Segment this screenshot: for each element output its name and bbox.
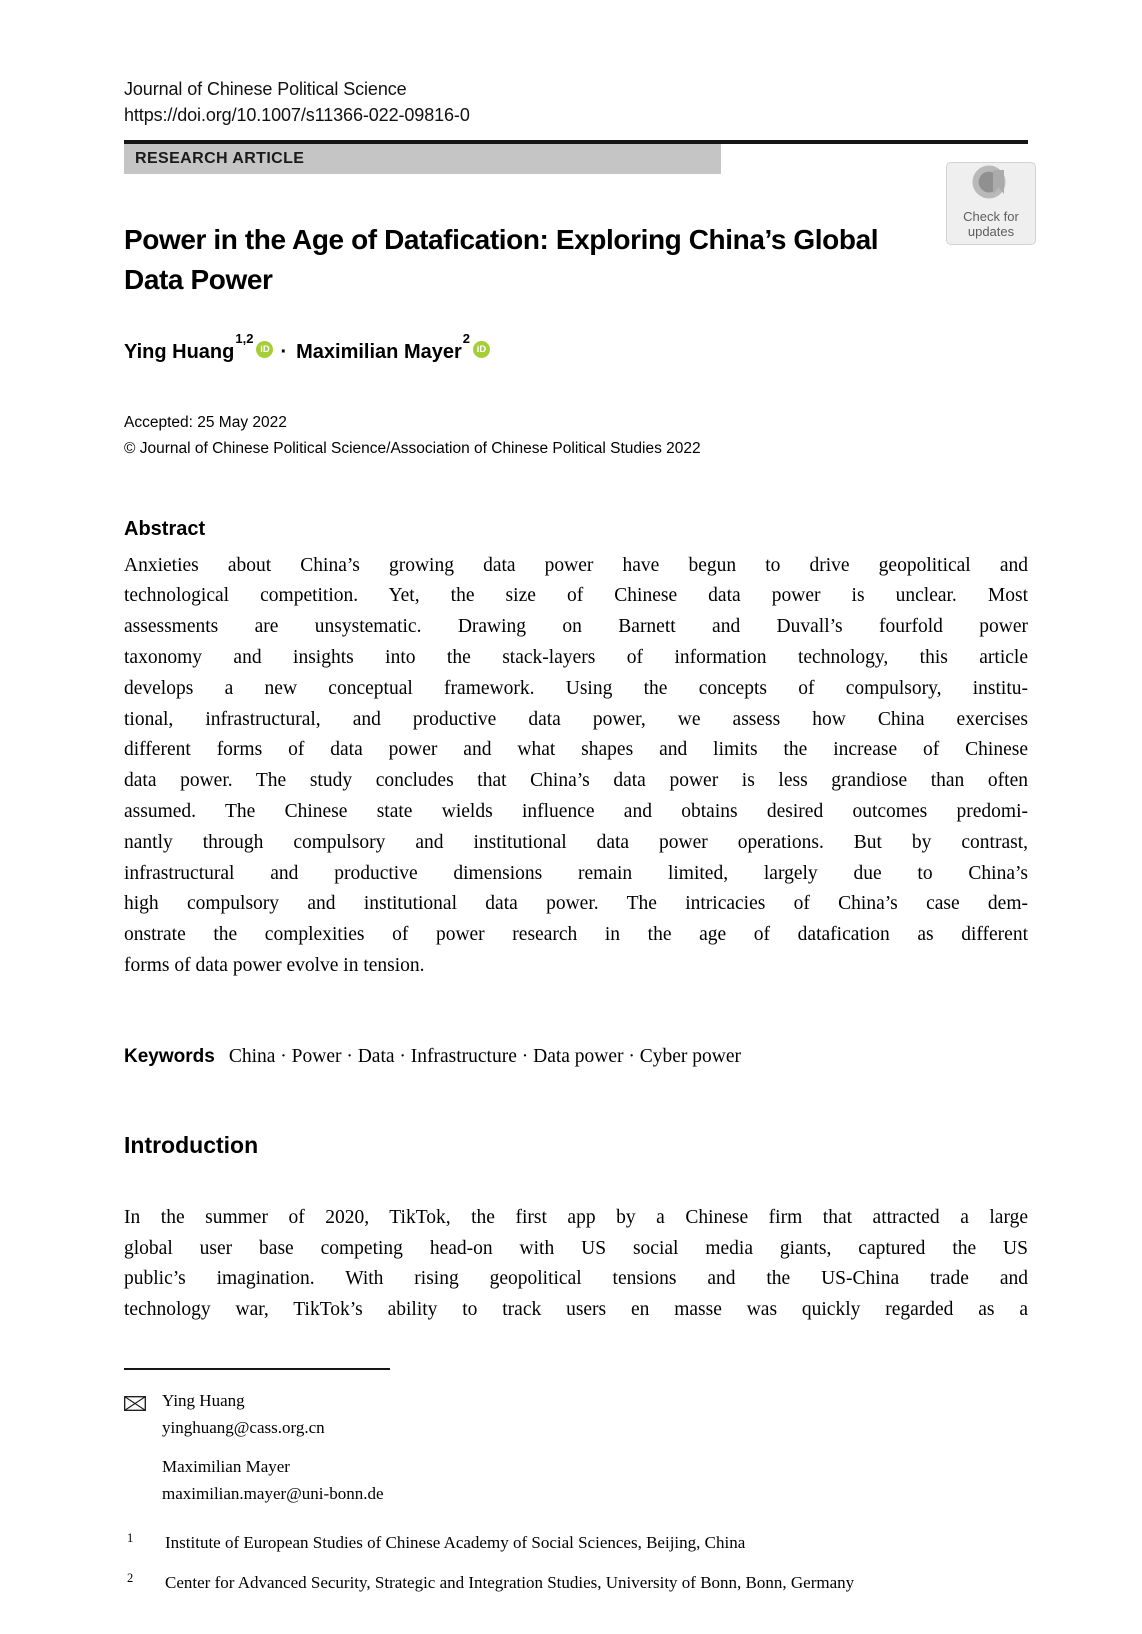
introduction-text [124, 1203, 1028, 1326]
research-article-banner: RESEARCH ARTICLE [124, 144, 721, 174]
correspondence-name: Maximilian Mayer [162, 1457, 290, 1476]
orcid-icon[interactable]: iD [256, 341, 273, 358]
affiliation-number: 2 [127, 1571, 134, 1585]
abstract-line: develops a new conceptual framework. Using the concepts of compulsory, institu- [124, 677, 1028, 699]
introduction-line: global user base competing head-on with US social media giants, captured the US [124, 1237, 1028, 1259]
author-name: Maximilian Mayer [296, 340, 462, 363]
author [273, 331, 490, 363]
affiliation-entry [124, 1569, 1028, 1596]
abstract-line: different forms of data power and what shapes and limits the increase of Chinese [124, 739, 1028, 761]
abstract-line: technological competition. Yet, the size of Chinese data power is unclear. Most [124, 585, 1028, 607]
envelope-icon [124, 1387, 162, 1441]
abstract-line: onstrate the complexities of power research in the age of datafication as different [124, 924, 1028, 946]
orcid-icon[interactable]: iD [473, 341, 490, 358]
affiliation-text: Institute of European Studies of Chinese Academy of Social Sciences, Beijing, China [165, 1533, 746, 1552]
abstract-line: forms of data power evolve in tension. [124, 955, 425, 977]
correspondence-entry [124, 1453, 1028, 1507]
keywords [124, 1046, 1028, 1068]
abstract-line: data power. The study concludes that China’s data power is less grandiose than often [124, 770, 1028, 792]
accepted-date: Accepted: 25 May 2022 [124, 413, 287, 431]
copyright-line: © Journal of Chinese Political Science/Association of Chinese Political Studies 2022 [124, 439, 701, 457]
affiliation-text: Center for Advanced Security, Strategic and Integration Studies, University of Bonn, Bonn, Germany [165, 1573, 855, 1592]
abstract-line: high compulsory and institutional data power. The intricacies of China’s case dem- [124, 893, 1028, 915]
introduction-heading: Introduction [124, 1131, 259, 1158]
journal-name: Journal of Chinese Political Science [124, 79, 407, 99]
abstract-line: taxonomy and insights into the stack-layers of information technology, this article [124, 647, 1028, 669]
abstract-line: infrastructural and productive dimensions remain limited, largely due to China’s [124, 862, 1028, 884]
keywords-value: China · Power · Data · Infrastructure · Data power · Cyber power [228, 1045, 742, 1067]
author-affiliation-sup: 1,2 [235, 331, 254, 346]
introduction-line: technology war, TikTok’s ability to track users en masse was quickly regarded as a [124, 1299, 1028, 1321]
correspondence-name: Ying Huang [162, 1391, 245, 1410]
abstract-heading: Abstract [124, 517, 206, 540]
abstract-line: tional, infrastructural, and productive data power, we assess how China exercises [124, 708, 1028, 730]
introduction-line: In the summer of 2020, TikTok, the first app by a Chinese firm that attracted a large [124, 1206, 1028, 1228]
abstract-text [124, 551, 1028, 982]
abstract-line: assessments are unsystematic. Drawing on Barnett and Duvall’s fourfold power [124, 616, 1028, 638]
check-badge-label: Check for updates [963, 209, 1019, 239]
affiliation-entry [124, 1529, 1028, 1556]
author-byline [124, 331, 1028, 364]
affiliation-number: 1 [127, 1531, 134, 1545]
paper-title: Power in the Age of Datafication: Exploring China’s Global Data Power [124, 224, 879, 295]
correspondence-email[interactable]: yinghuang@cass.org.cn [162, 1418, 325, 1437]
keywords-label: Keywords [124, 1045, 215, 1067]
doi-link[interactable]: https://doi.org/10.1007/s11366-022-09816-0 [124, 105, 470, 125]
footnote-divider [124, 1368, 390, 1370]
introduction-line: public’s imagination. With rising geopolitical tensions and the US-China trade and [124, 1268, 1028, 1290]
correspondence-entry [124, 1387, 1028, 1441]
author-separator: · [280, 340, 288, 363]
abstract-line: Anxieties about China’s growing data power have begun to drive geopolitical and [124, 554, 1028, 576]
author [124, 331, 273, 363]
affiliations-block [124, 1529, 1028, 1596]
abstract-line: nantly through compulsory and institutional data power operations. But by contrast, [124, 831, 1028, 853]
author-name: Ying Huang [124, 340, 235, 363]
author-affiliation-sup: 2 [462, 331, 470, 346]
correspondence-email[interactable]: maximilian.mayer@uni-bonn.de [162, 1484, 384, 1503]
correspondence-block [124, 1387, 1028, 1507]
abstract-line: assumed. The Chinese state wields influence and obtains desired outcomes predomi- [124, 801, 1028, 823]
